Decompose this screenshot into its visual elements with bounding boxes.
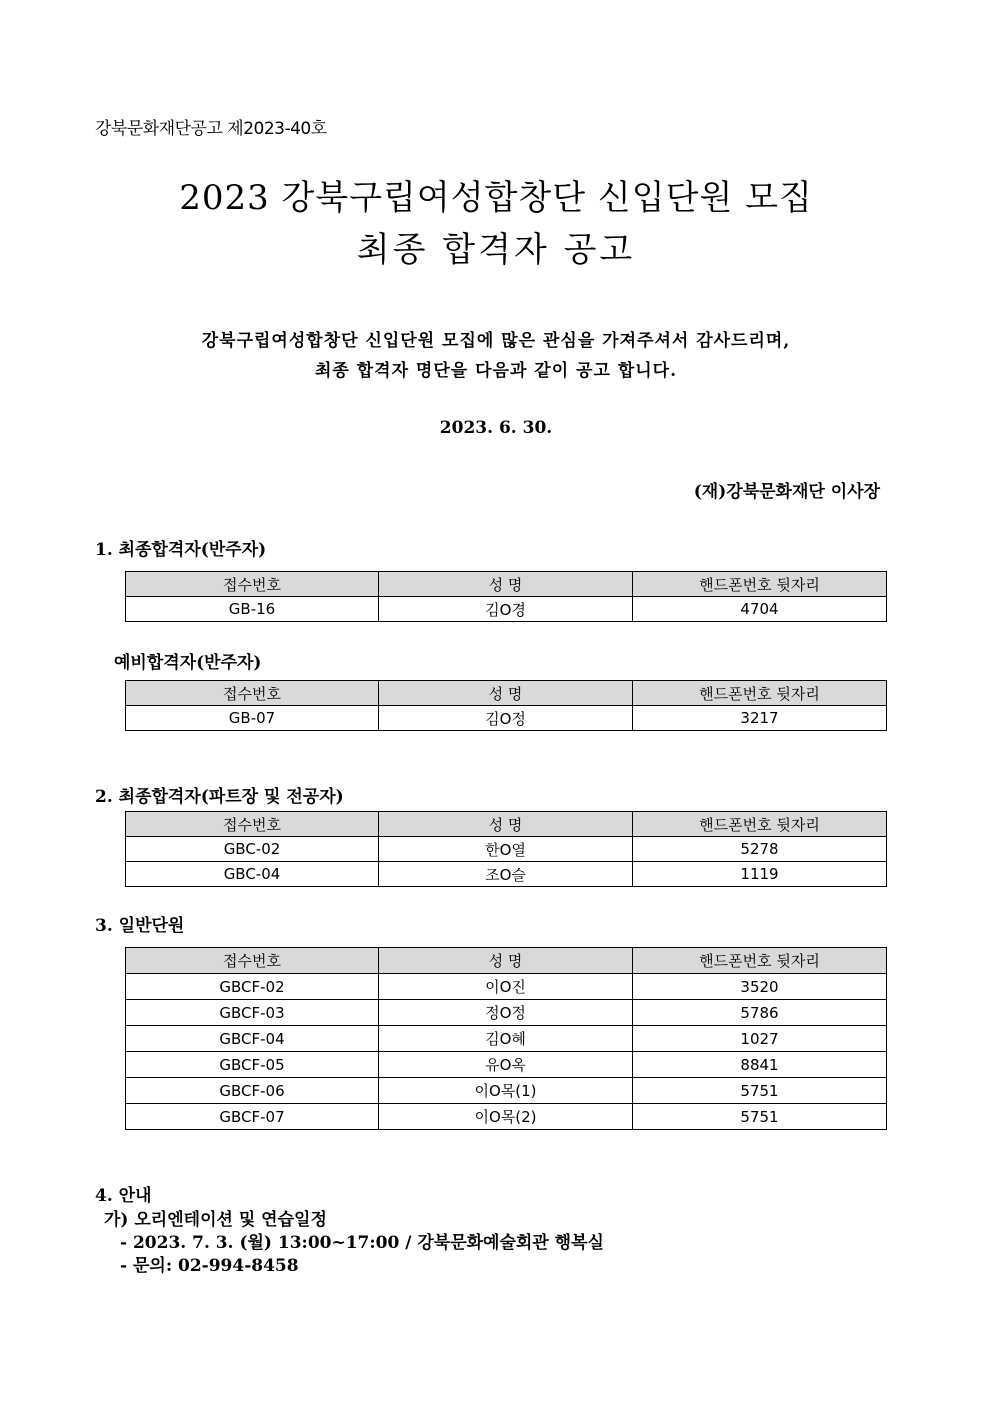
reserve-table xyxy=(125,680,887,731)
receipt-no-cell: GBC-02 xyxy=(126,837,379,862)
name-cell: 한O열 xyxy=(379,837,633,862)
section3-table xyxy=(125,947,887,1130)
table-row xyxy=(126,837,887,862)
receipt-no-cell: GBCF-02 xyxy=(126,974,379,1000)
col-header-receipt-no: 접수번호 xyxy=(126,948,379,974)
name-cell: 김O정 xyxy=(379,706,633,731)
receipt-no-cell: GB-16 xyxy=(126,597,379,622)
phone-cell: 3217 xyxy=(633,706,887,731)
receipt-no-cell: GBCF-05 xyxy=(126,1052,379,1078)
phone-cell: 1119 xyxy=(633,862,887,887)
phone-cell: 1027 xyxy=(633,1026,887,1052)
name-cell: 유O옥 xyxy=(379,1052,633,1078)
table-row xyxy=(126,597,887,622)
phone-cell: 5278 xyxy=(633,837,887,862)
col-header-receipt-no: 접수번호 xyxy=(126,572,379,597)
phone-cell: 5786 xyxy=(633,1000,887,1026)
name-cell: 이O목(1) xyxy=(379,1078,633,1104)
receipt-no-cell: GBCF-07 xyxy=(126,1104,379,1130)
table-row xyxy=(126,862,887,887)
name-cell: 김O경 xyxy=(379,597,633,622)
signer: (재)강북문화재단 이사장 xyxy=(693,482,880,502)
col-header-name: 성 명 xyxy=(379,572,633,597)
col-header-phone: 핸드폰번호 뒷자리 xyxy=(633,812,887,837)
name-cell: 조O슬 xyxy=(379,862,633,887)
phone-cell: 8841 xyxy=(633,1052,887,1078)
announcement-date: 2023. 6. 30. xyxy=(439,418,553,438)
receipt-no-cell: GBCF-04 xyxy=(126,1026,379,1052)
table-row xyxy=(126,1052,887,1078)
table-header-row xyxy=(126,812,887,837)
phone-cell: 5751 xyxy=(633,1078,887,1104)
section3-title: 3. 일반단원 xyxy=(95,916,185,936)
table-row xyxy=(126,1078,887,1104)
col-header-phone: 핸드폰번호 뒷자리 xyxy=(633,572,887,597)
section1-table xyxy=(125,571,887,622)
name-cell: 정O정 xyxy=(379,1000,633,1026)
table-row xyxy=(126,706,887,731)
col-header-receipt-no: 접수번호 xyxy=(126,812,379,837)
section4-title: 4. 안내 xyxy=(95,1186,152,1206)
name-cell: 이O진 xyxy=(379,974,633,1000)
orientation-heading: 가) 오리엔테이션 및 연습일정 xyxy=(104,1210,327,1230)
notice-number: 강북문화재단공고 제2023-40호 xyxy=(95,119,327,139)
section2-title: 2. 최종합격자(파트장 및 전공자) xyxy=(95,787,344,807)
table-row xyxy=(126,1104,887,1130)
intro-text-line2: 최종 합격자 명단을 다음과 같이 공고 합니다. xyxy=(314,361,678,381)
col-header-receipt-no: 접수번호 xyxy=(126,681,379,706)
section1-title: 1. 최종합격자(반주자) xyxy=(95,540,267,560)
table-row xyxy=(126,1000,887,1026)
table-row xyxy=(126,974,887,1000)
receipt-no-cell: GB-07 xyxy=(126,706,379,731)
table-header-row xyxy=(126,681,887,706)
phone-cell: 5751 xyxy=(633,1104,887,1130)
col-header-phone: 핸드폰번호 뒷자리 xyxy=(633,948,887,974)
section2-table xyxy=(125,811,887,887)
page-subtitle: 최종 합격자 공고 xyxy=(356,230,636,270)
reserve-title: 예비합격자(반주자) xyxy=(114,653,262,673)
intro-text-line1: 강북구립여성합창단 신입단원 모집에 많은 관심을 가져주셔서 감사드리며, xyxy=(201,331,791,351)
receipt-no-cell: GBCF-03 xyxy=(126,1000,379,1026)
table-header-row xyxy=(126,948,887,974)
col-header-phone: 핸드폰번호 뒷자리 xyxy=(633,681,887,706)
receipt-no-cell: GBCF-06 xyxy=(126,1078,379,1104)
phone-cell: 3520 xyxy=(633,974,887,1000)
schedule-line: - 2023. 7. 3. (월) 13:00~17:00 / 강북문화예술회관 행복실 xyxy=(120,1233,604,1253)
phone-cell: 4704 xyxy=(633,597,887,622)
col-header-name: 성 명 xyxy=(379,681,633,706)
contact-line: - 문의: 02-994-8458 xyxy=(120,1256,299,1276)
table-header-row xyxy=(126,572,887,597)
col-header-name: 성 명 xyxy=(379,948,633,974)
name-cell: 이O목(2) xyxy=(379,1104,633,1130)
name-cell: 김O혜 xyxy=(379,1026,633,1052)
receipt-no-cell: GBC-04 xyxy=(126,862,379,887)
col-header-name: 성 명 xyxy=(379,812,633,837)
page-title: 2023 강북구립여성합창단 신입단원 모집 xyxy=(179,178,813,218)
table-row xyxy=(126,1026,887,1052)
